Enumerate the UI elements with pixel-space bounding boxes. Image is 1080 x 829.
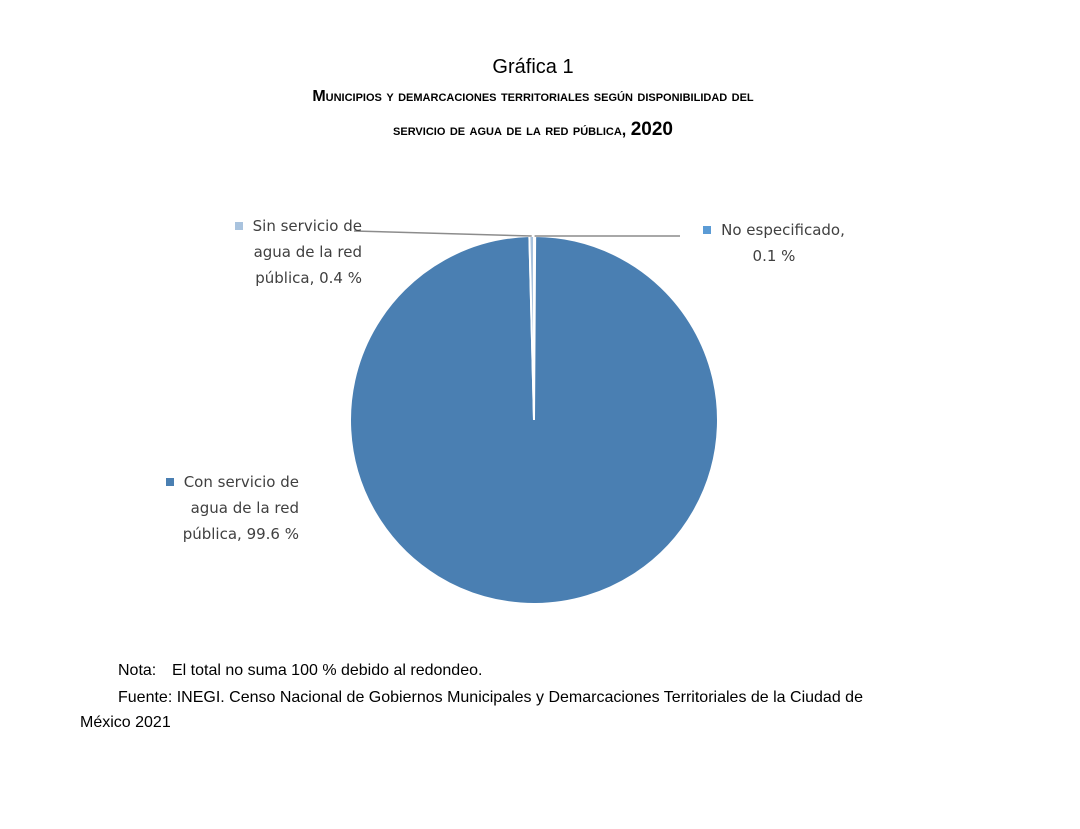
legend-swatch-sin-servicio [235, 222, 243, 230]
legend-swatch-con-servicio [166, 478, 174, 486]
chart-title-text: servicio de agua de la red pública, [393, 122, 627, 139]
source-line-2: México 2021 [80, 714, 171, 731]
slice-label-con-line-2: agua de la red [190, 499, 299, 517]
slice-label-no-line-2: 0.1 % [752, 247, 796, 265]
footnote-note [118, 662, 482, 680]
slice-label-no-especificado [694, 217, 854, 269]
slice-label-sin-line-1: Sin servicio de [252, 217, 362, 235]
slice-label-con-line-3: pública, 99.6 % [182, 525, 299, 543]
slice-label-con-line-1: Con servicio de [183, 473, 299, 491]
slice-label-sin-line-2: agua de la red [253, 243, 362, 261]
legend-swatch-no-especificado [703, 226, 711, 234]
slice-label-no-line-1: No especificado, [721, 221, 845, 239]
leader-line-sin-servicio [354, 231, 532, 236]
chart-title-year: 2020 [630, 119, 673, 140]
chart-kicker: Gráfica 1 [492, 56, 574, 78]
source-line-1: Fuente: INEGI. Censo Nacional de Gobiernos Municipales y Demarcaciones Territoriales de la Ciudad de [118, 689, 863, 706]
slice-label-sin-line-3: pública, 0.4 % [255, 269, 362, 287]
note-label: Nota: [118, 662, 157, 679]
note-text: El total no suma 100 % debido al redondeo. [172, 662, 483, 679]
slice-label-con-servicio [144, 469, 299, 547]
chart-title-line-1: Municipios y demarcaciones territoriales según disponibilidad del [312, 88, 754, 105]
slice-label-sin-servicio [212, 213, 362, 291]
